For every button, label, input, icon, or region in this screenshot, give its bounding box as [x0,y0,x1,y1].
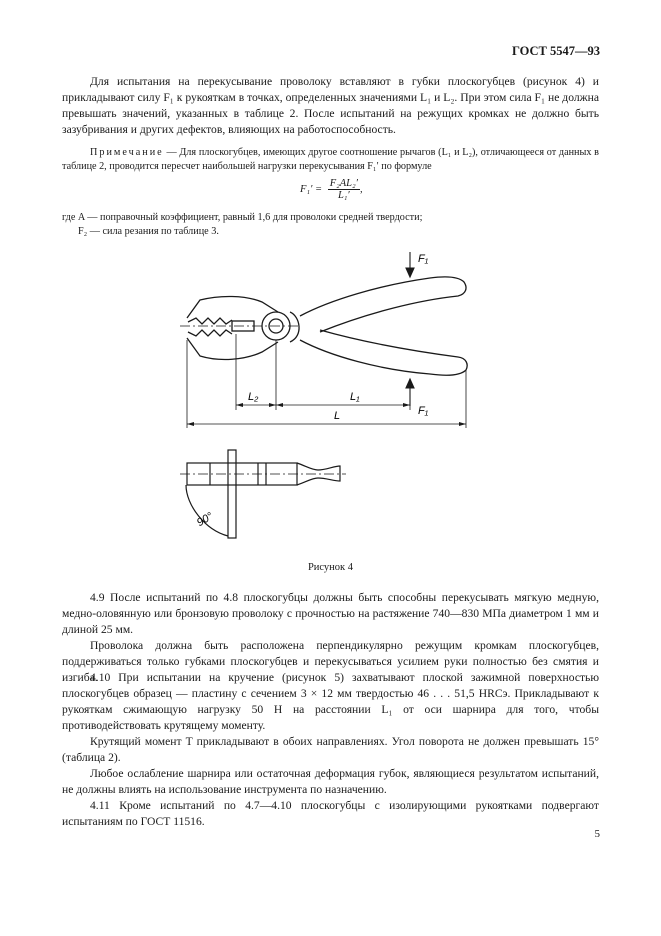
formula-numerator: F₂AL₂′ [329,178,358,189]
paragraph-4-10-loosening: Любое ослабление шарнира или остаточная деформация губок, являющиеся результатом испытаний, не должны влиять на использование инструмента по назначению. [62,767,599,796]
jaw-teeth-lower [188,330,232,336]
label-angle: 90° [194,510,216,530]
figure-caption: Рисунок 4 [307,562,354,573]
force-arrowhead-top [406,268,414,277]
paragraph-4-9-wire: Проволока должна быть расположена перпендикулярно режущим кромкам плоскогубцев, поддерживаться только губками плоскогубцев и перекусываться усилием руки полностью без смятия и изгиба. [62,639,599,684]
label-l2: L₂ [248,391,259,403]
paragraph-test-cutting: Для испытания на перекусывание проволоку вставляют в губки плоскогубцев (рисунок 4) и прикладывают силу F₁ к рукояткам в точках, определенных значениями L₁ и L₂. При этом сила F₁ не должна превышать значений, указанных в таблице 2. После испытаний на режущих кромках не должно быть зазубривания и других дефектов, влияющих на работоспособность. [62,75,599,136]
label-l1: L₁ [350,391,360,403]
note-lead: Примечание [90,147,164,158]
paragraph-4-11: 4.11 Кроме испытаний по 4.7—4.10 плоскогубцы с изолирующими рукоятками подвергают испытаниям по ГОСТ 11516. [62,799,599,828]
upper-jaw [187,296,278,318]
formula-lhs: F₁′ = [300,183,323,195]
label-f1-top: F₁ [418,253,429,265]
formula-tail: , [359,183,363,195]
pivot-plate [290,312,299,342]
label-l: L [334,410,341,422]
where-f2-line: F₂ — сила резания по таблице 3. [78,226,219,237]
lower-handle [300,330,467,375]
angle-arc [186,485,228,536]
where-a-line: где A — поправочный коэффициент, равный 1,6 для проволоки средней твердости; [62,212,423,223]
paragraph-4-9: 4.9 После испытаний по 4.8 плоскогубцы должны быть способны перекусывать мягкую медную, медно-оловянную или бронзовую проволоку с прочностью на растяжение 740—830 МПа диаметром 1 мм и длиной 25 мм. [62,591,599,636]
formula-denominator: L₁′ [337,190,350,201]
paragraph-4-10: 4.10 При испытании на кручение (рисунок 5) захватывают плоской зажимной поверхностью плоскогубцев образец — пластину с сечением 3 × 12 мм твердостью 46 . . . 51,5 HRCэ. Прикладывают к рукояткам сжимающую нагрузку 50 Н на расстоянии L₁ от оси шарнира для того, чтобы противодействовать крутящему моменту. [62,671,599,732]
label-f1-bottom: F₁ [418,405,429,417]
lower-jaw [187,338,278,359]
page-number: 5 [594,828,600,840]
upper-handle [300,277,466,332]
document-header: ГОСТ 5547—93 [511,44,600,58]
note-text: — Для плоскогубцев, имеющих другое соотношение рычагов (L₁ и L₂), отличающееся от данных в таблице 2, проводится пересчет наибольшей нагрузки перекусывания F₁′ по формуле [62,147,599,172]
paragraph-4-10-torque: Крутящий момент T прикладывают в обоих направлениях. Угол поворота не должен превышать 15° (таблица 2). [62,735,599,764]
jaw-teeth-upper [188,318,232,324]
